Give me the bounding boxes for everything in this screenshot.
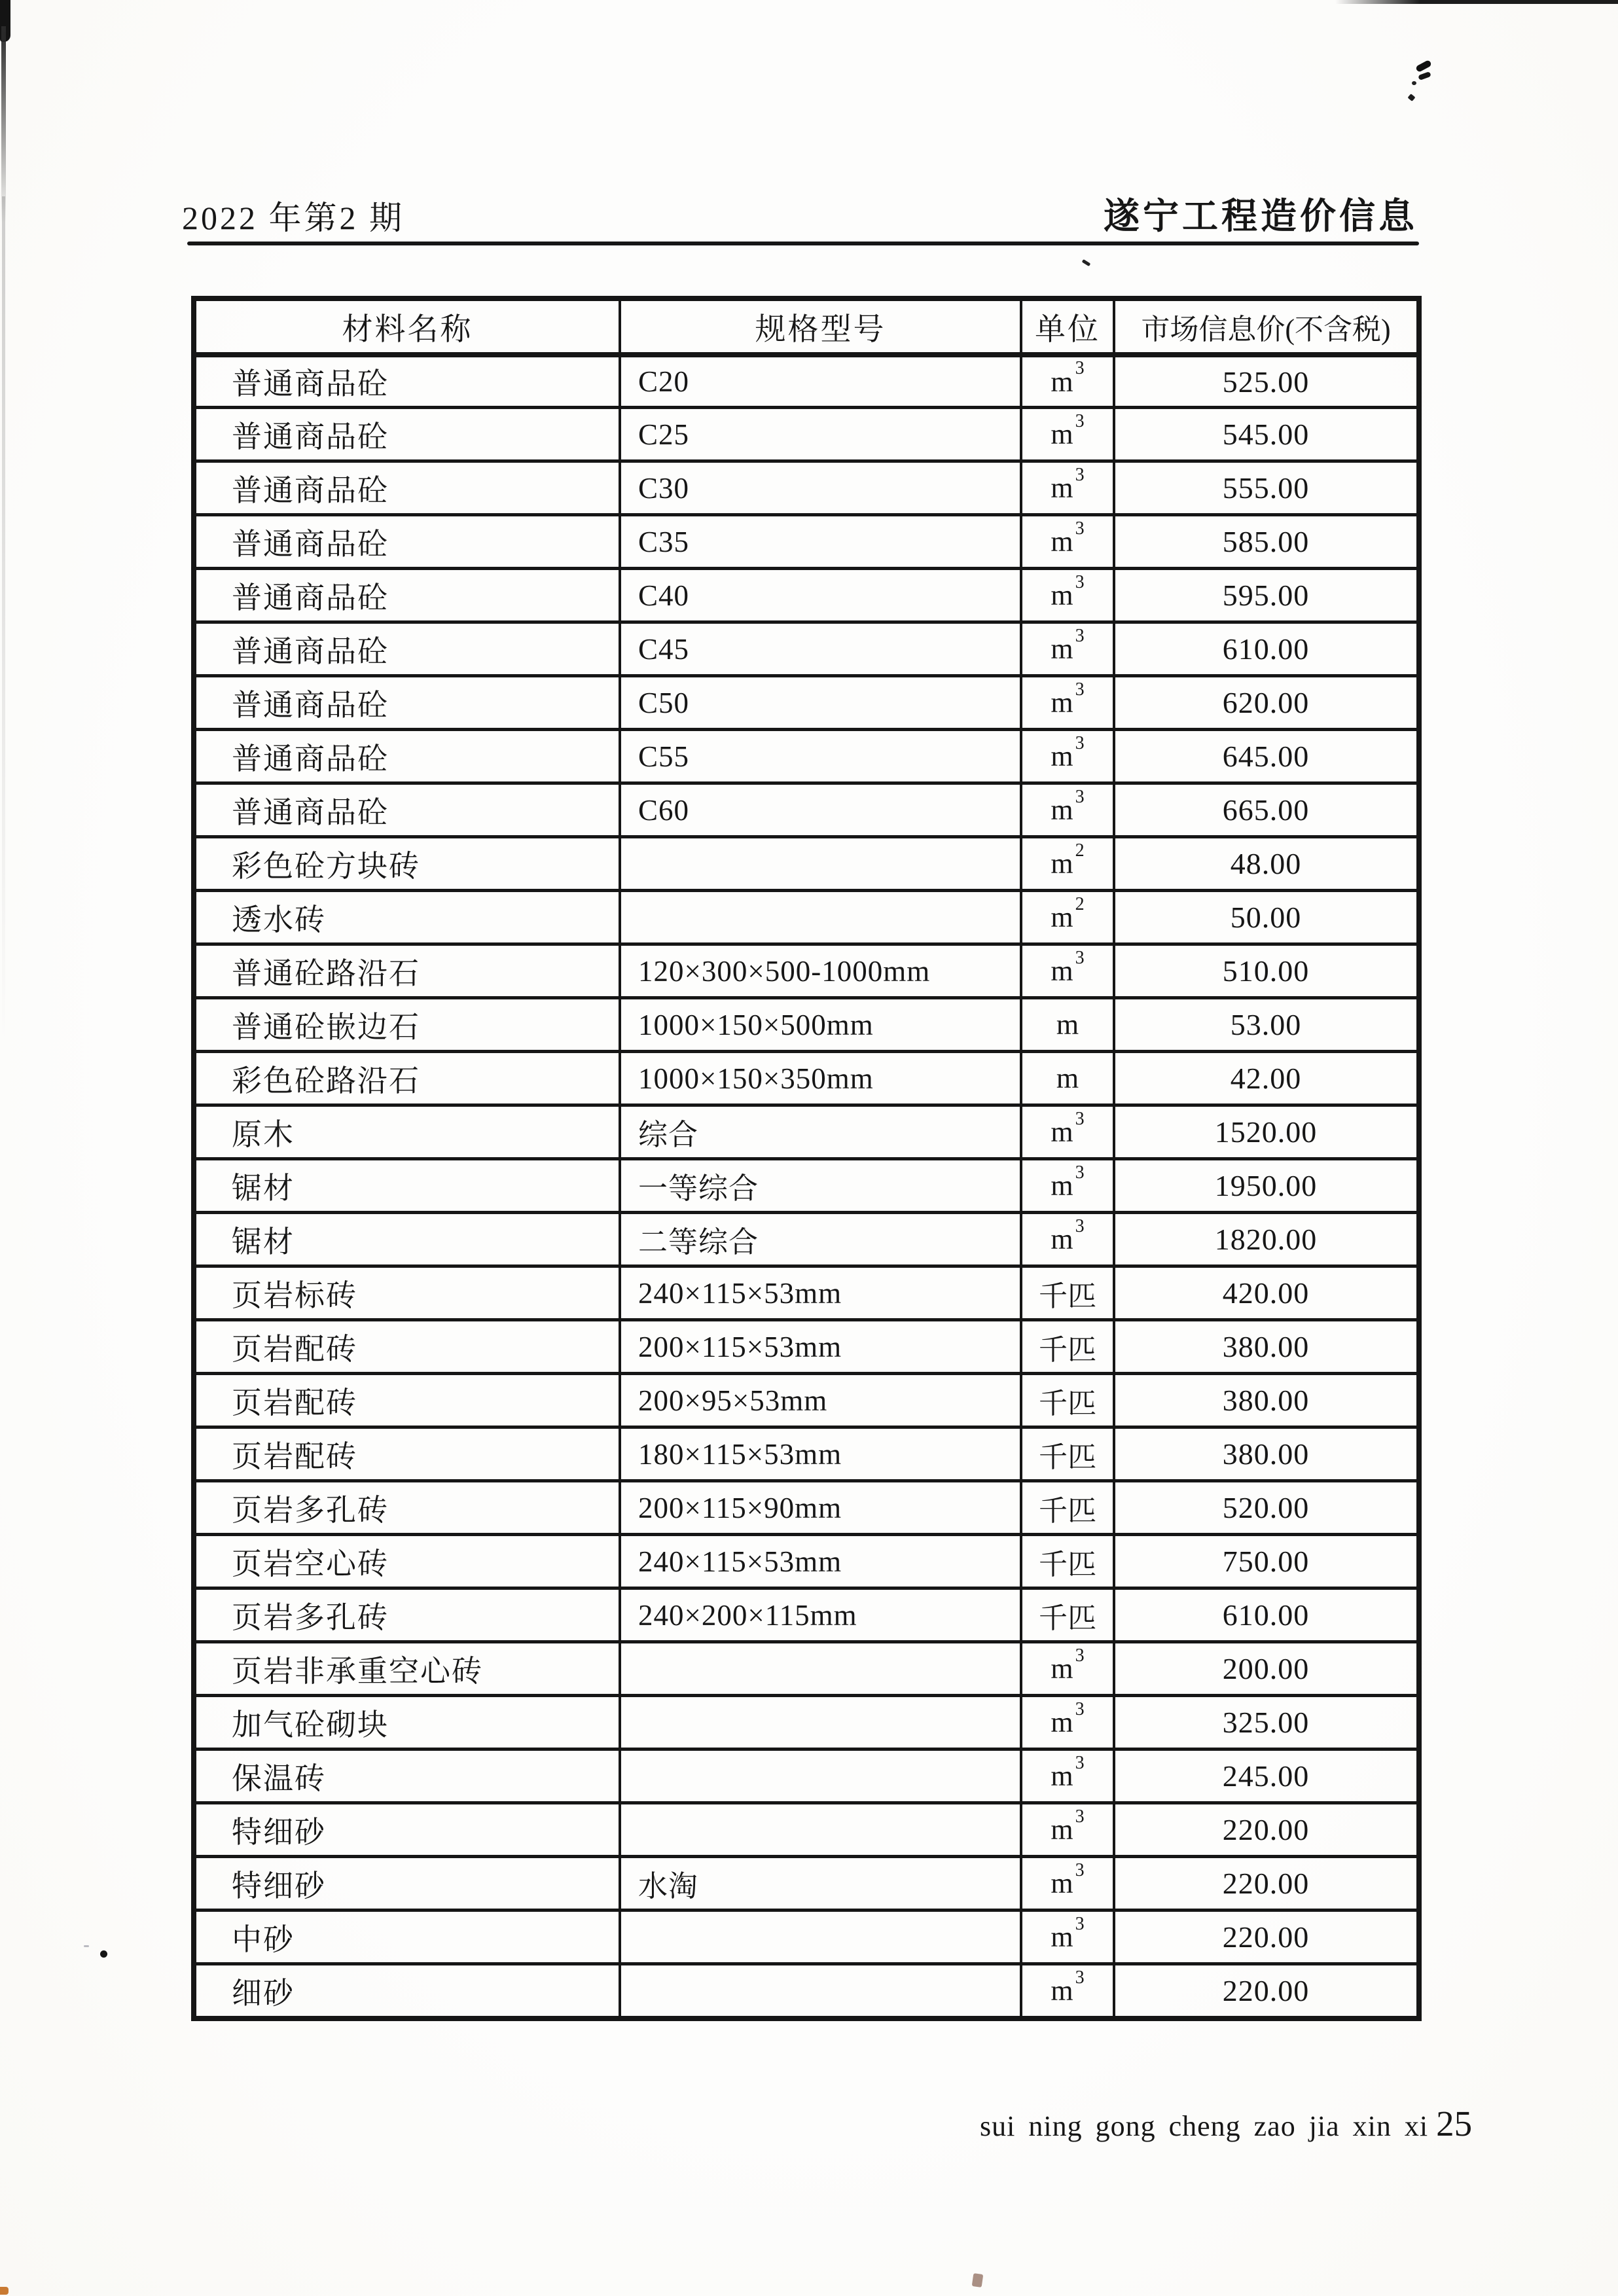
unit-cell: m	[1020, 999, 1113, 1050]
table-row	[196, 1426, 1416, 1479]
page-footer	[980, 2103, 1472, 2144]
unit-cell: m $^3$	[1020, 463, 1113, 513]
scan-artifact-left-shadow	[2, 196, 5, 1047]
price-cell: 520.00	[1113, 1482, 1416, 1533]
scan-artifact-brown-speck	[972, 2273, 984, 2287]
price-cell: 380.00	[1113, 1321, 1416, 1372]
table-row	[196, 781, 1416, 835]
material-name-cell: 页岩多孔砖	[232, 1493, 389, 1527]
price-cell: 200.00	[1113, 1643, 1416, 1694]
scan-artifact-top-edge	[1335, 0, 1618, 4]
spec-cell: C30	[619, 463, 1020, 513]
material-name-cell: 普通商品砼	[232, 367, 389, 401]
price-cell: 1520.00	[1113, 1107, 1416, 1157]
unit-cell: 千匹	[1020, 1590, 1113, 1640]
unit-cell: m $^3$	[1020, 1107, 1113, 1157]
price-cell: 245.00	[1113, 1751, 1416, 1801]
unit-cell: m $^3$	[1020, 357, 1113, 406]
price-cell: 610.00	[1113, 624, 1416, 674]
price-cell: 380.00	[1113, 1375, 1416, 1426]
unit-cell: m $^3$	[1020, 624, 1113, 674]
unit-cell: m $^3$	[1020, 1912, 1113, 1962]
header-material-name: 材料名称	[342, 312, 473, 347]
page-number: 25	[1436, 2104, 1473, 2144]
material-name-cell: 页岩多孔砖	[232, 1600, 389, 1634]
price-cell: 665.00	[1113, 785, 1416, 835]
table-row	[196, 1855, 1416, 1909]
spec-cell: C25	[619, 409, 1020, 459]
material-name-cell: 锯材	[232, 1225, 295, 1259]
scan-artifact-ink-speck	[1415, 60, 1432, 73]
spec-cell	[619, 1697, 1020, 1748]
table-row	[196, 1265, 1416, 1318]
spec-cell: C55	[619, 731, 1020, 781]
spec-cell: 一等综合	[619, 1160, 1020, 1211]
scan-artifact-ink-speck	[1418, 71, 1431, 81]
material-name-cell: 页岩非承重空心砖	[232, 1654, 483, 1688]
material-name-cell: 页岩配砖	[232, 1386, 357, 1420]
unit-cell: m $^3$	[1020, 1858, 1113, 1909]
table-header-row	[196, 301, 1416, 352]
material-name-cell: 锯材	[232, 1171, 295, 1205]
unit-cell: 千匹	[1020, 1321, 1113, 1372]
material-name-cell: 特细砂	[232, 1815, 326, 1849]
unit-cell: m $^3$	[1020, 785, 1113, 835]
price-cell: 555.00	[1113, 463, 1416, 513]
price-cell: 220.00	[1113, 1965, 1416, 2016]
table-row	[196, 1318, 1416, 1372]
table-row	[196, 728, 1416, 781]
spec-cell: 1000×150×350mm	[619, 1053, 1020, 1103]
footer-pinyin: sui ning gong cheng zao jia xin xi	[980, 2110, 1429, 2142]
table-row	[196, 459, 1416, 513]
table-row	[196, 1748, 1416, 1801]
unit-cell: m $^3$	[1020, 946, 1113, 996]
material-name-cell: 页岩标砖	[232, 1278, 357, 1312]
table-row	[196, 674, 1416, 728]
price-cell: 525.00	[1113, 357, 1416, 406]
spec-cell	[619, 1804, 1020, 1855]
spec-cell: C35	[619, 516, 1020, 567]
price-cell: 220.00	[1113, 1858, 1416, 1909]
table-row	[196, 1050, 1416, 1103]
table-row	[196, 889, 1416, 942]
spec-cell: C60	[619, 785, 1020, 835]
unit-cell: m $^3$	[1020, 516, 1113, 567]
table-row	[196, 835, 1416, 889]
unit-cell: 千匹	[1020, 1268, 1113, 1318]
spec-cell: 200×95×53mm	[619, 1375, 1020, 1426]
table-row	[196, 567, 1416, 620]
material-name-cell: 保温砖	[232, 1761, 326, 1795]
header-spec: 规格型号	[619, 301, 1020, 352]
price-cell: 380.00	[1113, 1429, 1416, 1479]
price-cell: 42.00	[1113, 1053, 1416, 1103]
unit-cell: m $^3$	[1020, 731, 1113, 781]
scan-artifact-ink-speck	[1407, 94, 1415, 101]
material-name-cell: 普通商品砼	[232, 634, 389, 668]
spec-cell: 180×115×53mm	[619, 1429, 1020, 1479]
journal-title: 遂宁工程造价信息	[1103, 196, 1418, 236]
spec-cell: 综合	[619, 1107, 1020, 1157]
spec-cell: C40	[619, 570, 1020, 620]
table-row	[196, 406, 1416, 459]
header-price: 市场信息价(不含税)	[1113, 301, 1416, 352]
spec-cell	[619, 1643, 1020, 1694]
table-row	[196, 1533, 1416, 1587]
table-row	[196, 1801, 1416, 1855]
material-name-cell: 普通商品砼	[232, 527, 389, 561]
spec-cell	[619, 892, 1020, 942]
price-table-body	[196, 352, 1416, 2016]
price-cell: 545.00	[1113, 409, 1416, 459]
material-name-cell: 普通商品砼	[232, 473, 389, 507]
spec-cell: 1000×150×500mm	[619, 999, 1020, 1050]
unit-cell: m $^3$	[1020, 1965, 1113, 2016]
table-row	[196, 1157, 1416, 1211]
price-cell: 645.00	[1113, 731, 1416, 781]
material-name-cell: 加气砼砌块	[232, 1708, 389, 1742]
spec-cell: 240×115×53mm	[619, 1268, 1020, 1318]
price-cell: 585.00	[1113, 516, 1416, 567]
material-name-cell: 彩色砼路沿石	[232, 1064, 420, 1098]
price-cell: 220.00	[1113, 1804, 1416, 1855]
unit-cell: m $^3$	[1020, 1160, 1113, 1211]
unit-cell: m $^3$	[1020, 1214, 1113, 1265]
spec-cell: 二等综合	[619, 1214, 1020, 1265]
spec-cell	[619, 1751, 1020, 1801]
price-cell: 750.00	[1113, 1536, 1416, 1587]
price-cell: 220.00	[1113, 1912, 1416, 1962]
material-name-cell: 普通砼路沿石	[232, 956, 420, 990]
table-row	[196, 1694, 1416, 1748]
price-cell: 1820.00	[1113, 1214, 1416, 1265]
header-unit: 单位	[1020, 301, 1113, 352]
material-name-cell: 普通商品砼	[232, 581, 389, 615]
material-name-cell: 细砂	[232, 1976, 295, 2010]
table-row	[196, 1640, 1416, 1694]
price-cell: 48.00	[1113, 838, 1416, 889]
material-name-cell: 页岩配砖	[232, 1439, 357, 1473]
spec-cell	[619, 1912, 1020, 1962]
unit-cell: m $^3$	[1020, 570, 1113, 620]
price-cell: 420.00	[1113, 1268, 1416, 1318]
unit-cell: m $^3$	[1020, 1751, 1113, 1801]
scan-artifact-orange-speck	[0, 2287, 9, 2295]
material-name-cell: 普通商品砼	[232, 742, 389, 776]
issue-label: 2022 年第2 期	[182, 200, 404, 236]
unit-cell: m $^2$	[1020, 892, 1113, 942]
price-cell: 50.00	[1113, 892, 1416, 942]
material-name-cell: 普通商品砼	[232, 420, 389, 454]
spec-cell: 240×115×53mm	[619, 1536, 1020, 1587]
scan-artifact-dot	[100, 1950, 107, 1958]
header-rule	[187, 242, 1419, 245]
spec-cell: C50	[619, 677, 1020, 728]
price-cell: 610.00	[1113, 1590, 1416, 1640]
spec-cell: 200×115×53mm	[619, 1321, 1020, 1372]
table-row	[196, 1372, 1416, 1426]
price-cell: 325.00	[1113, 1697, 1416, 1748]
scan-artifact-topleft-wedge	[0, 0, 10, 42]
scan-artifact-ink-speck	[1412, 81, 1416, 85]
unit-cell: m $^3$	[1020, 1697, 1113, 1748]
unit-cell: m $^3$	[1020, 409, 1113, 459]
table-row	[196, 1211, 1416, 1265]
table-row	[196, 1479, 1416, 1533]
spec-cell: C20	[619, 357, 1020, 406]
unit-cell: 千匹	[1020, 1536, 1113, 1587]
spec-cell: 120×300×500-1000mm	[619, 946, 1020, 996]
spec-cell: 200×115×90mm	[619, 1482, 1020, 1533]
material-name-cell: 普通商品砼	[232, 795, 389, 829]
price-cell: 595.00	[1113, 570, 1416, 620]
table-row	[196, 513, 1416, 567]
table-row	[196, 352, 1416, 406]
material-price-table	[191, 296, 1422, 2021]
material-name-cell: 彩色砼方块砖	[232, 849, 420, 883]
price-cell: 1950.00	[1113, 1160, 1416, 1211]
scan-artifact-left-sliver	[1, 26, 6, 223]
price-cell: 510.00	[1113, 946, 1416, 996]
material-name-cell: 透水砖	[232, 903, 326, 937]
material-name-cell: 普通砼嵌边石	[232, 1010, 420, 1044]
table-row	[196, 1103, 1416, 1157]
table-row	[196, 620, 1416, 674]
unit-cell: 千匹	[1020, 1429, 1113, 1479]
unit-cell: m $^3$	[1020, 1804, 1113, 1855]
spec-cell: C45	[619, 624, 1020, 674]
spec-cell	[619, 1965, 1020, 2016]
material-name-cell: 特细砂	[232, 1869, 326, 1903]
unit-cell: 千匹	[1020, 1375, 1113, 1426]
material-name-cell: 普通商品砼	[232, 688, 389, 722]
table-row	[196, 942, 1416, 996]
spec-cell: 水淘	[619, 1858, 1020, 1909]
unit-cell: m $^2$	[1020, 838, 1113, 889]
scan-artifact-tick	[1082, 259, 1091, 266]
spec-cell	[619, 838, 1020, 889]
spec-cell: 240×200×115mm	[619, 1590, 1020, 1640]
unit-cell: m	[1020, 1053, 1113, 1103]
material-name-cell: 原木	[232, 1117, 295, 1151]
price-cell: 620.00	[1113, 677, 1416, 728]
material-name-cell: 中砂	[232, 1922, 295, 1956]
material-name-cell: 页岩配砖	[232, 1332, 357, 1366]
unit-cell: 千匹	[1020, 1482, 1113, 1533]
unit-cell: m $^3$	[1020, 1643, 1113, 1694]
table-row	[196, 1587, 1416, 1640]
material-name-cell: 页岩空心砖	[232, 1547, 389, 1581]
scan-artifact-dot	[84, 1945, 89, 1947]
unit-cell: m $^3$	[1020, 677, 1113, 728]
table-row	[196, 996, 1416, 1050]
price-cell: 53.00	[1113, 999, 1416, 1050]
table-row	[196, 1909, 1416, 1962]
table-row	[196, 1962, 1416, 2016]
